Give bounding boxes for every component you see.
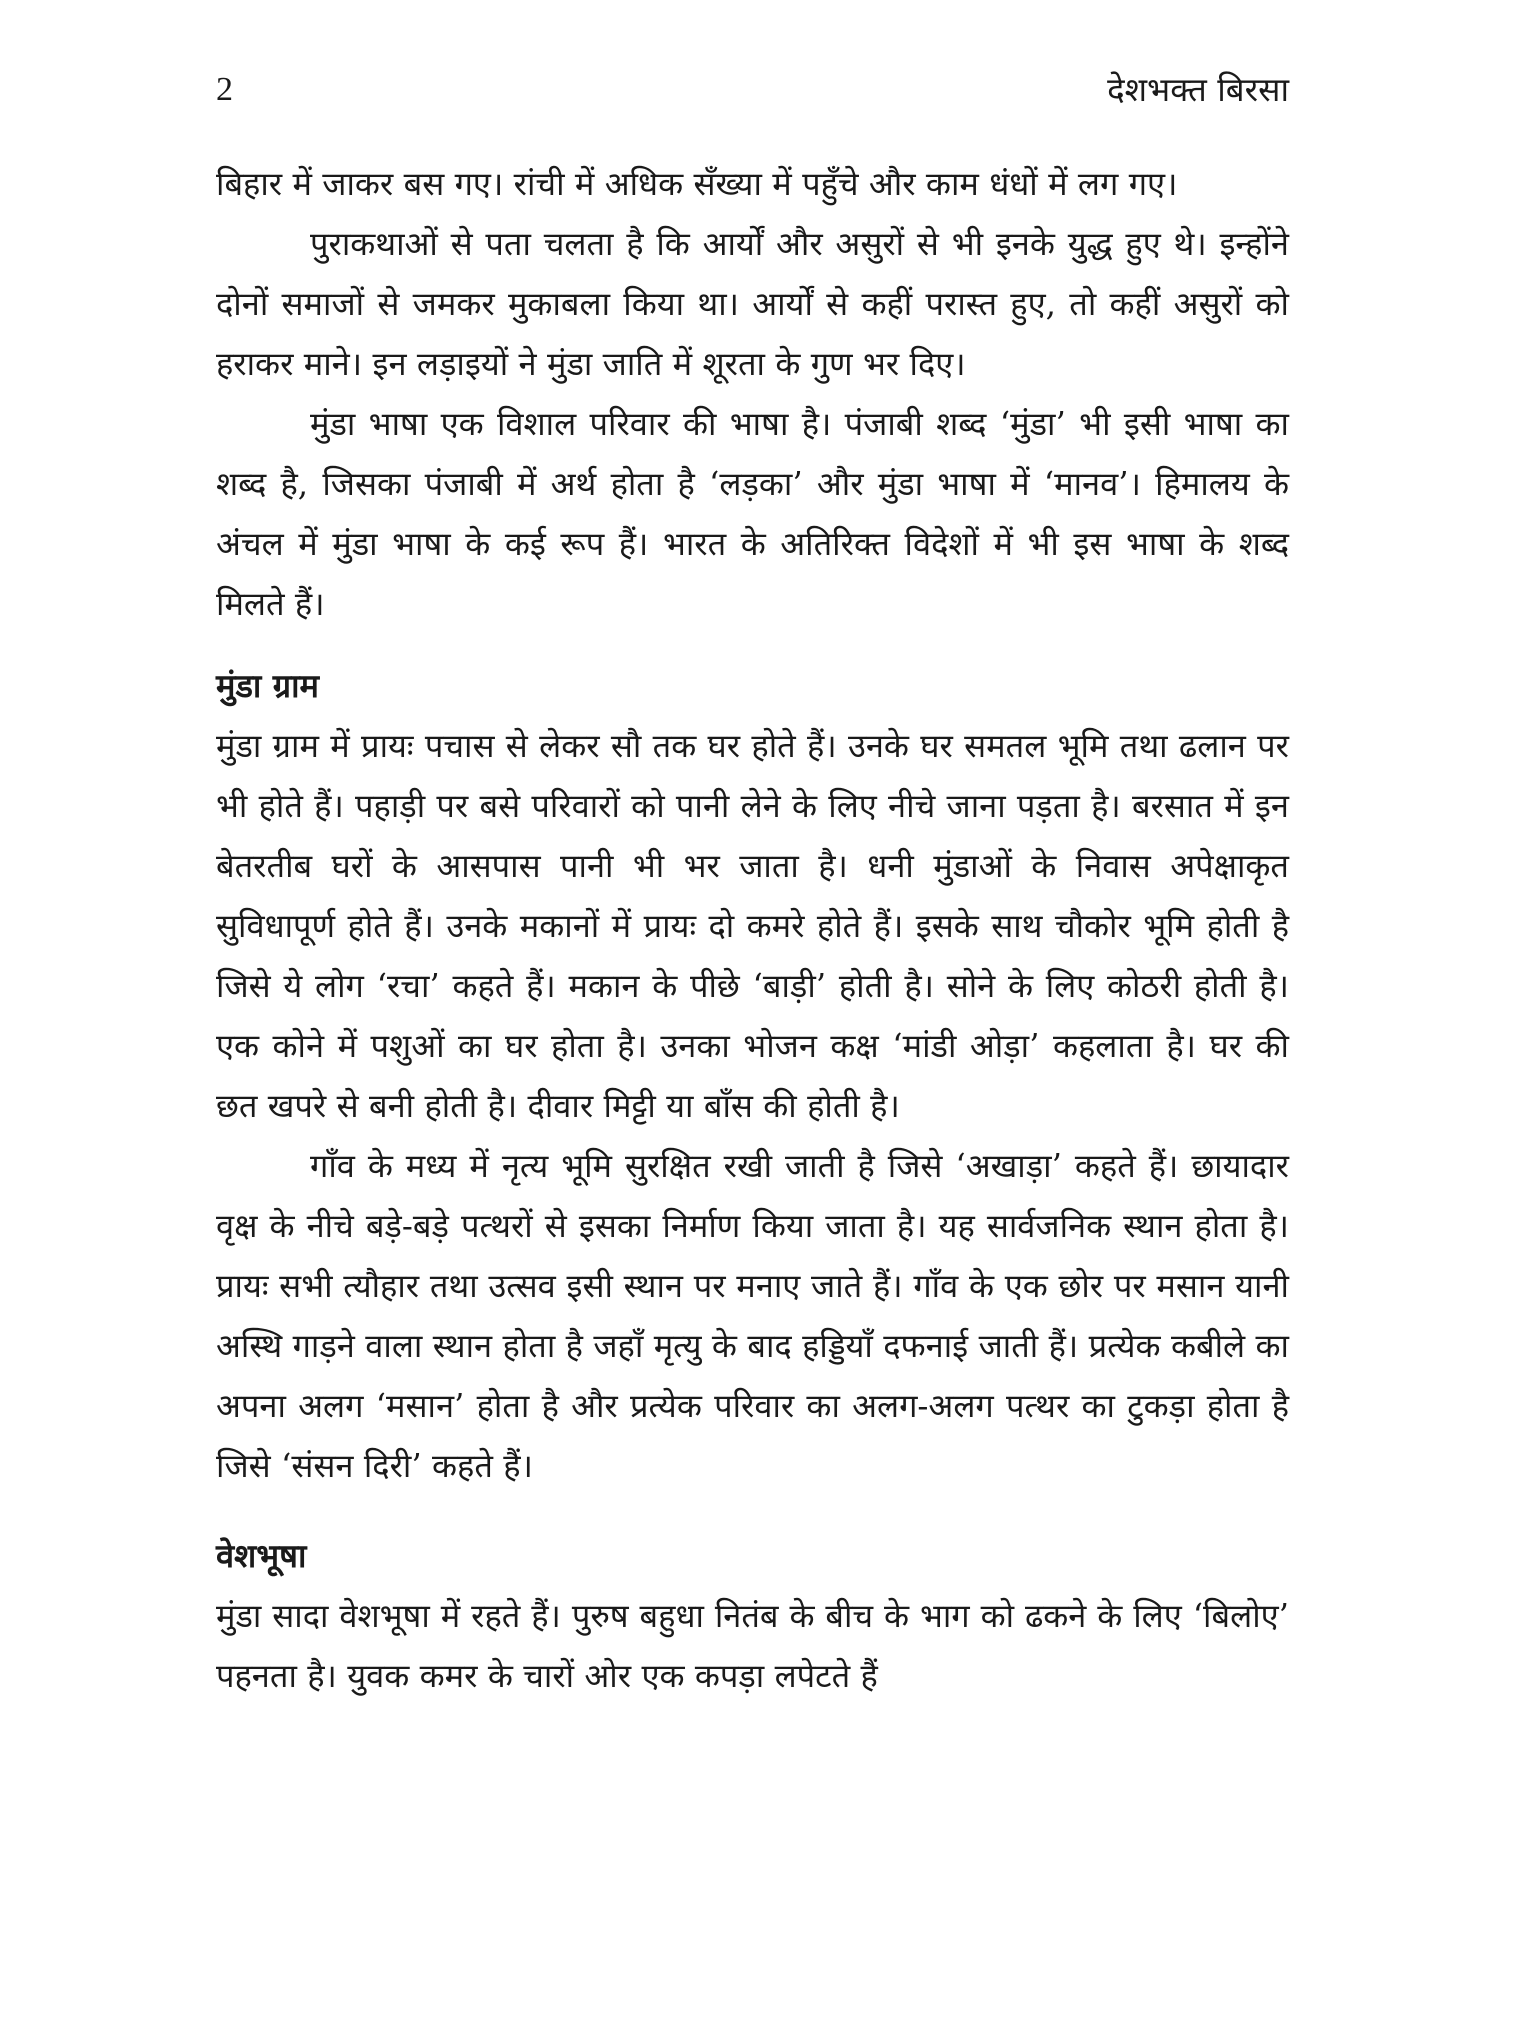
paragraph-attire: मुंडा सादा वेशभूषा में रहते हैं। पुरुष बहुधा नितंब के बीच के भाग को ढकने के लिए ‘बिलोए’ पहनता है। युवक कमर के चारों ओर एक कपड़ा लपेटते हैं <box>216 1597 1289 1695</box>
paragraph-akhara-masan: गाँव के मध्य में नृत्य भूमि सुरक्षित रखी जाती है जिसे ‘अखाड़ा’ कहते हैं। छायादार वृक्ष के नीचे बड़े-बड़े पत्थरों से इसका निर्माण किया जाता है। यह सार्वजनिक स्थान होता है। प्रायः सभी त्यौहार तथा उत्सव इसी स्थान पर मनाए जाते हैं। गाँव के एक छोर पर मसान यानी अस्थि गाड़ने वाला स्थान होता है जहाँ मृत्यु के बाद हड्डियाँ दफनाई जाती हैं। प्रत्येक कबीले का अपना अलग ‘मसान’ होता है और प्रत्येक परिवार का अलग-अलग पत्थर का टुकड़ा होता है जिसे ‘संसन दिरी’ कहते हैं। <box>216 1147 1289 1485</box>
page-body <box>216 154 1289 1706</box>
paragraph-munda-language: मुंडा भाषा एक विशाल परिवार की भाषा है। पंजाबी शब्द ‘मुंडा’ भी इसी भाषा का शब्द है, जिसका पंजाबी में अर्थ होता है ‘लड़का’ और मुंडा भाषा में ‘मानव’। हिमालय के अंचल में मुंडा भाषा के कई रूप हैं। भारत के अतिरिक्त विदेशों में भी इस भाषा के शब्द मिलते हैं। <box>216 405 1289 623</box>
paragraph-mythology: पुराकथाओं से पता चलता है कि आर्यों और असुरों से भी इनके युद्ध हुए थे। इन्होंने दोनों समाजों से जमकर मुकाबला किया था। आर्यों से कहीं परास्त हुए, तो कहीं असुरों को हराकर माने। इन लड़ाइयों ने मुंडा जाति में शूरता के गुण भर दिए। <box>216 225 1289 383</box>
page-number: 2 <box>216 71 233 108</box>
book-title: देशभक्त बिरसा <box>1107 70 1289 109</box>
section-heading-attire: वेशभूषा <box>216 1536 307 1575</box>
section-heading-munda-village: मुंडा ग्राम <box>216 666 319 705</box>
paragraph-village-houses: मुंडा ग्राम में प्रायः पचास से लेकर सौ तक घर होते हैं। उनके घर समतल भूमि तथा ढलान पर भी होते हैं। पहाड़ी पर बसे परिवारों को पानी लेने के लिए नीचे जाना पड़ता है। बरसात में इन बेतरतीब घरों के आसपास पानी भी भर जाता है। धनी मुंडाओं के निवास अपेक्षाकृत सुविधापूर्ण होते हैं। उनके मकानों में प्रायः दो कमरे होते हैं। इसके साथ चौकोर भूमि होती है जिसे ये लोग ‘रचा’ कहते हैं। मकान के पीछे ‘बाड़ी’ होती है। सोने के लिए कोठरी होती है। एक कोने में पशुओं का घर होता है। उनका भोजन कक्ष ‘मांडी ओड़ा’ कहलाता है। घर की छत खपरे से बनी होती है। दीवार मिट्टी या बाँस की होती है। <box>216 727 1289 1125</box>
paragraph-continuation: बिहार में जाकर बस गए। रांची में अधिक सँख्या में पहुँचे और काम धंधों में लग गए। <box>216 165 1178 203</box>
running-header <box>216 70 1289 120</box>
